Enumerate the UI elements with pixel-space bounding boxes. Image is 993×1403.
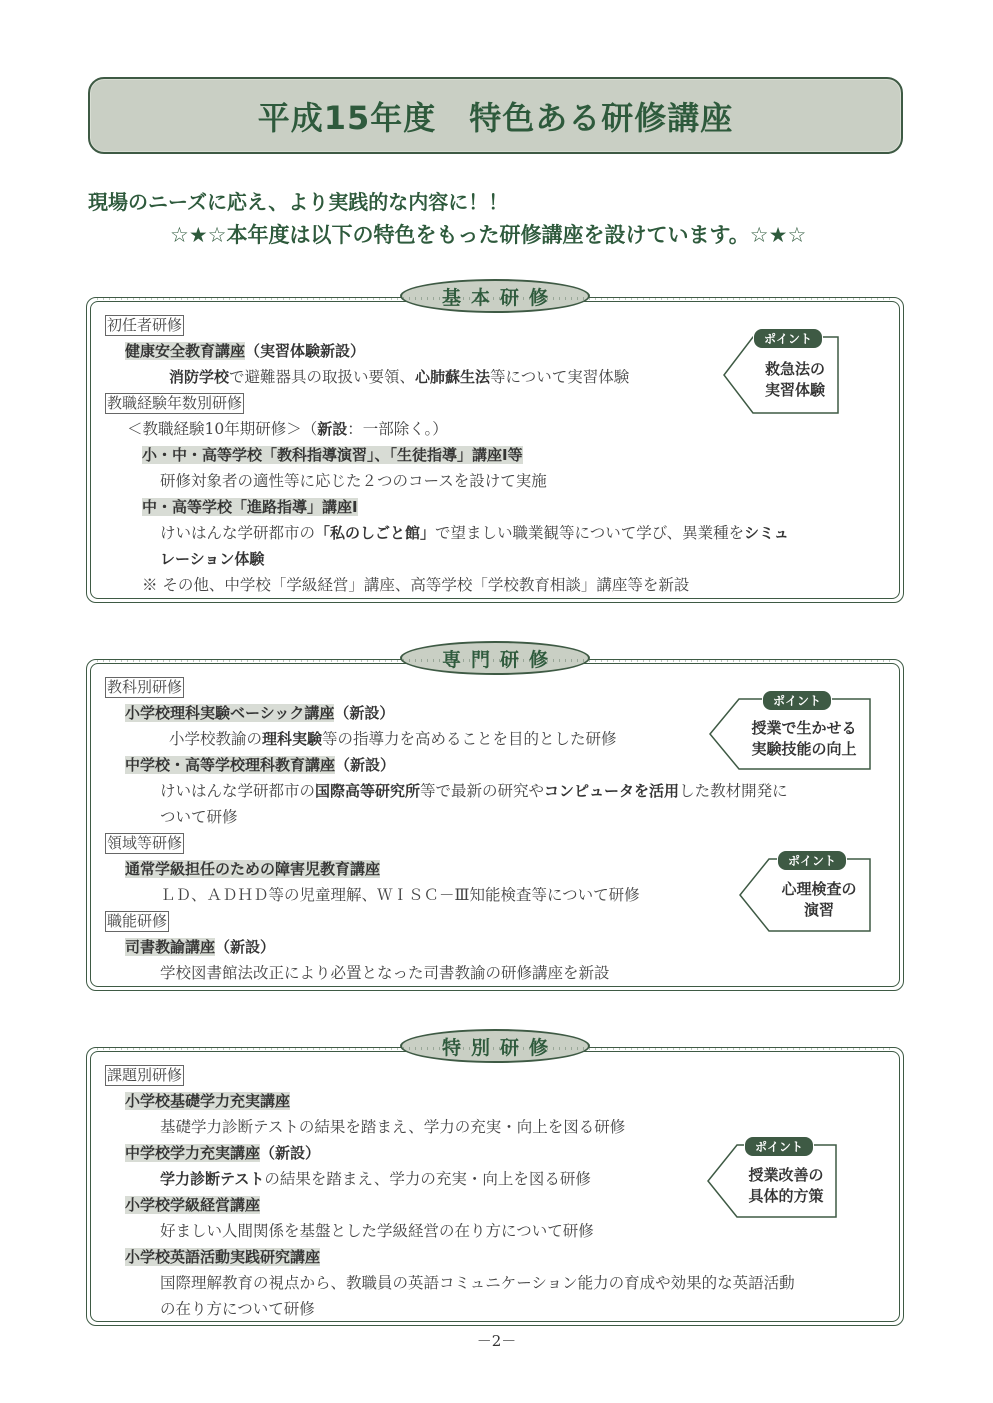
course-desc-cont: の在り方について研修 — [160, 1300, 315, 1318]
point-badge: ポイント — [753, 328, 823, 349]
section-title-senmon: 専門研修 — [400, 641, 590, 675]
point-callout: ポイント 救急法の 実習体験 — [723, 336, 839, 414]
course-title: 中学校学力充実講座 — [125, 1144, 261, 1162]
course-title: 小学校基礎学力充実講座 — [125, 1092, 291, 1110]
course-note: （新設） — [215, 938, 276, 956]
page-title: 平成15年度 特色ある研修講座 — [257, 98, 734, 137]
page-title-box — [88, 77, 903, 154]
course-desc: 好ましい人間関係を基盤とした学級経営の在り方について研修 — [160, 1222, 594, 1240]
course-desc: ＬＤ、ＡＤＨＤ等の児童理解、ＷＩＳＣ－Ⅲ知能検査等について研修 — [160, 886, 640, 904]
section-tokubetsu — [86, 1036, 904, 1326]
course-desc: 学校図書館法改正により必置となった司書教諭の研修講座を新設 — [160, 964, 610, 982]
course-title: 司書教諭講座 — [125, 938, 216, 956]
course-title: 通常学級担任のための障害児教育講座 — [125, 860, 381, 878]
course-note: （実習体験新設） — [245, 342, 366, 360]
course-title: 小・中・高等学校「教科指導演習」、「生徒指導」講座Ⅰ等 — [142, 446, 523, 464]
course-desc: 学力診断テストの結果を踏まえ、学力の充実・向上を図る研修 — [160, 1170, 591, 1188]
section-kihon — [86, 286, 904, 603]
sub-heading: ＜教職経験10年期研修＞（新設：一部除く。） — [127, 420, 448, 438]
course-title: 中・高等学校「進路指導」講座Ⅰ — [142, 498, 358, 516]
point-badge: ポイント — [744, 1136, 814, 1157]
course-desc-cont: ついて研修 — [160, 808, 238, 826]
category-label: 初任者研修 — [107, 316, 183, 334]
course-desc: 消防学校で避難器具の取扱い要領、心肺蘇生法等について実習体験 — [169, 368, 630, 386]
category-label: 職能研修 — [107, 912, 168, 930]
course-note: （新設） — [335, 756, 396, 774]
section-senmon — [86, 648, 904, 991]
category-label: 領域等研修 — [107, 834, 183, 852]
point-callout: ポイント 心理検査の 演習 — [739, 858, 871, 932]
other-note: ※ その他、中学校「学級経営」講座、高等学校「学校教育相談」講座等を新設 — [142, 576, 690, 594]
course-desc: 国際理解教育の視点から、教職員の英語コミュニケーション能力の育成や効果的な英語活動 — [160, 1274, 795, 1292]
point-callout: ポイント 授業改善の 具体的方策 — [707, 1144, 837, 1218]
course-title: 小学校理科実験ベーシック講座 — [125, 704, 335, 722]
course-note: （新設） — [334, 704, 395, 722]
course-desc: けいはんな学研都市の「私のしごと館」で望ましい職業観等について学び、異業種をシミュ — [160, 524, 789, 542]
point-badge: ポイント — [777, 850, 847, 871]
course-desc-cont: レーション体験 — [160, 550, 265, 568]
course-note: （新設） — [260, 1144, 321, 1162]
point-badge: ポイント — [762, 690, 832, 711]
course-desc: けいはんな学研都市の国際高等研究所等で最新の研究やコンピュータを活用した教材開発に — [160, 782, 788, 800]
section-title-kihon: 基本研修 — [400, 279, 590, 313]
category-label: 教職経験年数別研修 — [107, 394, 243, 412]
point-callout: ポイント 授業で生かせる 実験技能の向上 — [709, 698, 871, 770]
course-desc: 研修対象者の適性等に応じた２つのコースを設けて実施 — [160, 472, 547, 490]
category-label: 課題別研修 — [107, 1066, 183, 1084]
page-number: －2－ — [476, 1332, 517, 1350]
course-title: 小学校学級経営講座 — [125, 1196, 261, 1214]
category-label: 教科別研修 — [107, 678, 183, 696]
course-title: 中学校・高等学校理科教育講座 — [125, 756, 336, 774]
course-desc: 基礎学力診断テストの結果を踏まえ、学力の充実・向上を図る研修 — [160, 1118, 626, 1136]
intro-line-1: 現場のニーズに応え、より実践的な内容に！！ — [88, 190, 509, 214]
course-desc: 小学校教諭の理科実験等の指導力を高めることを目的とした研修 — [169, 730, 617, 748]
course-title: 健康安全教育講座 — [125, 342, 246, 360]
intro-line-2: ☆★☆本年度は以下の特色をもった研修講座を設けています。☆★☆ — [170, 223, 807, 247]
section-title-tokubetsu: 特別研修 — [400, 1029, 590, 1063]
course-title: 小学校英語活動実践研究講座 — [125, 1248, 321, 1266]
